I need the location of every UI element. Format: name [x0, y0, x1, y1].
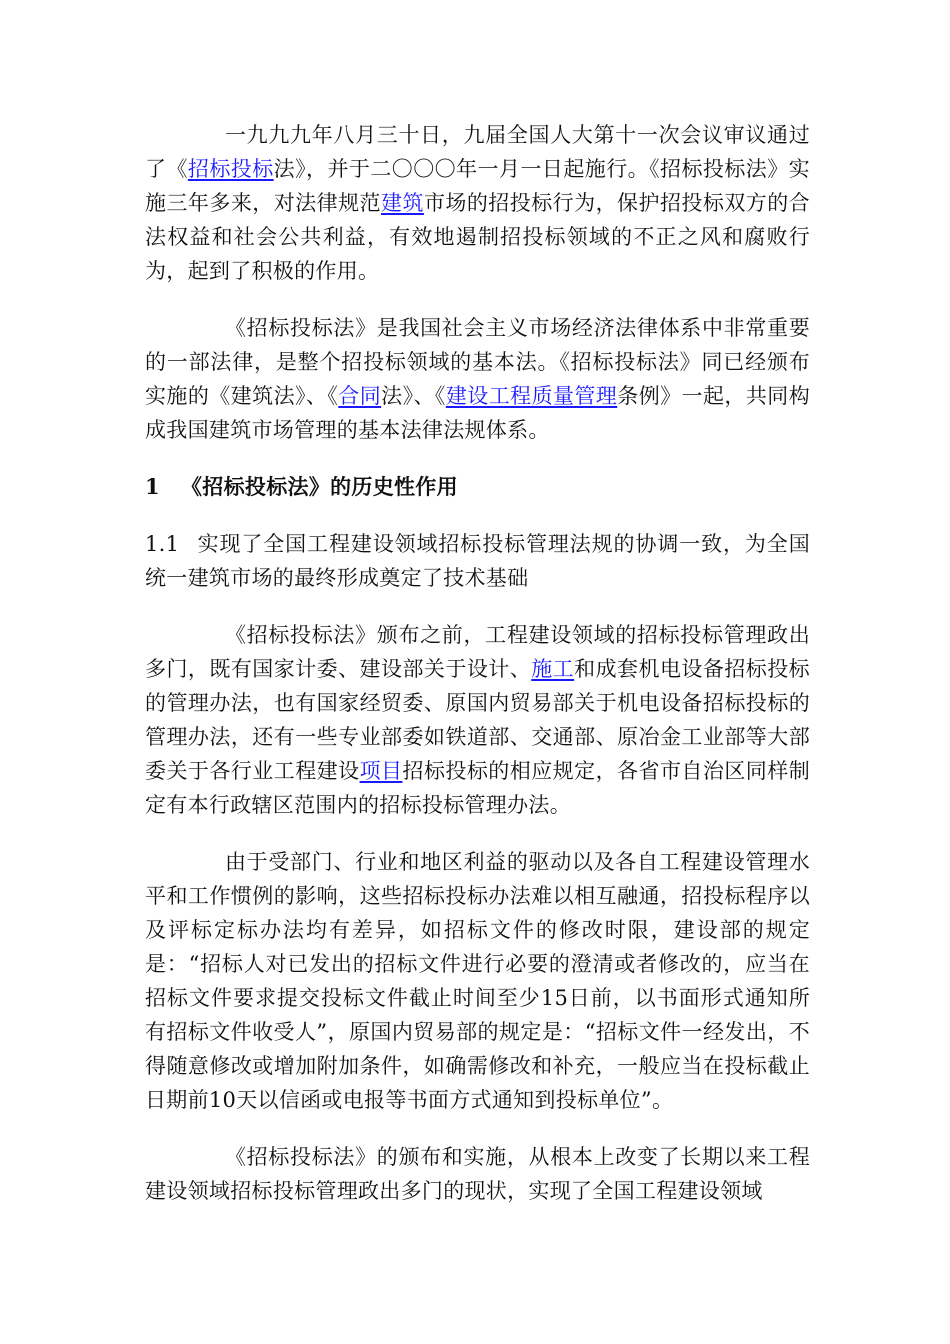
text-run: 和成套机电设备招标投标的管理办法，也有国家经贸委、原国内贸易部关于机电设备招标投标的管理办法，还有一些专业部委如铁道部、交通部、原冶金工业部等大部委关于各行业工程建设 [145, 657, 810, 783]
section-heading-1 [145, 470, 810, 504]
subsection-title: 实现了全国工程建设领域招标投标管理法规的协调一致，为全国统一建筑市场的最终形成奠定了技术基础 [145, 532, 810, 590]
section-title: 《招标投标法》的历史性作用 [181, 474, 458, 499]
text-run: 条例》一起，共同构成我国建筑市场管理的基本法律法规体系。 [145, 384, 810, 442]
paragraph-body-2 [145, 845, 810, 1117]
hyperlink[interactable]: 建筑 [381, 191, 424, 215]
paragraph-intro-2 [145, 311, 810, 447]
text-run: 由于受部门、行业和地区利益的驱动以及各自工程建设管理水平和工作惯例的影响，这些招标投标办法难以相互融通，招投标程序以及评标定标办法均有差异，如招标文件的修改时限，建设部的规定是：“招标人对已发出的招标文件进行必要的澄清或者修改的，应当在招标文件要求提交投标文件截止时间至少15日前，以书面形式通知所有招标文件收受人”，原国内贸易部的规定是：“招标文件一经发出，不得随意修改或增加附加条件，如确需修改和补充，一般应当在投标截止日期前10天以信函或电报等书面方式通知到投标单位”。 [145, 850, 810, 1112]
hyperlink[interactable]: 招标投标 [187, 157, 274, 181]
text-run: 《招标投标法》颁布之前，工程建设领域的招标投标管理政出多门，既有国家计委、建设部关于设计、 [145, 623, 810, 681]
text-run: 一九九九年八月三十日，九届全国人大第十一次会议审议通过了《 [145, 123, 810, 181]
section-number: 1 [145, 474, 160, 499]
hyperlink[interactable]: 建设工程质量管理 [445, 384, 618, 408]
subsection-number: 1.1 [145, 532, 180, 556]
document-body [145, 118, 810, 1231]
paragraph-intro-1 [145, 118, 810, 288]
text-run: 《招标投标法》是我国社会主义市场经济法律体系中非常重要的一部法律，是整个招投标领域的基本法。《招标投标法》同已经颁布实施的《建筑法》、《 [145, 316, 810, 408]
hyperlink[interactable]: 项目 [359, 759, 403, 783]
hyperlink[interactable]: 合同 [338, 384, 382, 408]
text-run: 市场的招投标行为，保护招投标双方的合法权益和社会公共利益，有效地遏制招投标领域的不正之风和腐败行为，起到了积极的作用。 [145, 191, 810, 283]
text-run: 法》、《 [381, 384, 446, 408]
paragraph-body-3 [145, 1140, 810, 1208]
text-run: 法》，并于二〇〇〇年一月一日起施行。《招标投标法》实施三年多来，对法律规范 [145, 157, 810, 215]
paragraph-body-1 [145, 618, 810, 822]
hyperlink[interactable]: 施工 [531, 657, 575, 681]
text-run: 《招标投标法》的颁布和实施，从根本上改变了长期以来工程建设领域招标投标管理政出多门的现状，实现了全国工程建设领域 [145, 1145, 810, 1203]
text-run: 招标投标的相应规定，各省市自治区同样制定有本行政辖区范围内的招标投标管理办法。 [145, 759, 810, 817]
subsection-heading-1-1 [145, 527, 810, 595]
